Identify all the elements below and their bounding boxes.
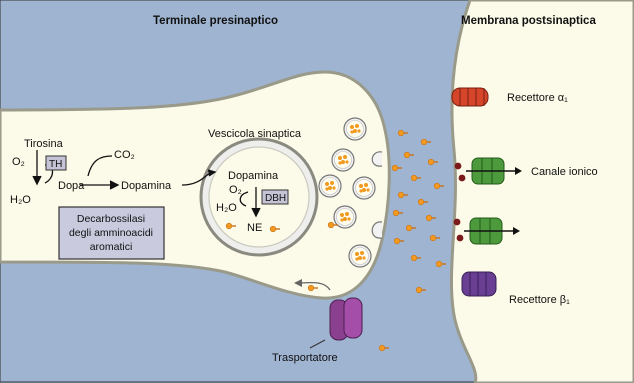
vesicle-title: Vescicola sinaptica	[208, 128, 301, 140]
postsynaptic-cell	[451, 0, 634, 383]
enzyme-line-3: aromatici	[89, 241, 133, 253]
enzyme-line-1: Decarbossilasi	[76, 213, 146, 225]
ne-label: NE	[247, 222, 263, 234]
dbh-label: DBH	[265, 193, 287, 204]
vesicle-o2-label: O₂	[229, 184, 242, 196]
small-vesicle	[353, 177, 375, 199]
alpha1-receptor-label: Recettore α₁	[507, 92, 568, 104]
co2-label: CO₂	[114, 149, 135, 161]
small-vesicle	[332, 149, 354, 171]
small-vesicle	[319, 175, 341, 197]
th-label: TH	[49, 159, 63, 170]
beta1-receptor	[462, 272, 496, 296]
vesicle-dopamine-label: Dopamina	[228, 170, 279, 182]
presynaptic-terminal-title: Terminale presinaptico	[153, 15, 279, 27]
small-vesicle	[344, 118, 366, 140]
transporter-label: Trasportatore	[272, 352, 338, 364]
alpha1-receptor	[452, 88, 488, 106]
beta1-receptor-label: Recettore β₁	[509, 294, 570, 306]
enzyme-line-2: degli amminoacidi	[68, 227, 154, 239]
small-vesicle	[349, 245, 371, 267]
tyrosine-label: Tirosina	[24, 138, 63, 150]
ion-channel-label: Canale ionico	[531, 166, 598, 178]
postsynaptic-membrane-title: Membrana postsinaptica	[461, 15, 596, 27]
h2o-label: H₂O	[10, 194, 31, 206]
vesicle-h2o-label: H₂O	[216, 202, 237, 214]
o2-label: O₂	[12, 156, 25, 168]
dopa-label: Dopa	[58, 180, 85, 192]
dopamine-label: Dopamina	[121, 180, 172, 192]
